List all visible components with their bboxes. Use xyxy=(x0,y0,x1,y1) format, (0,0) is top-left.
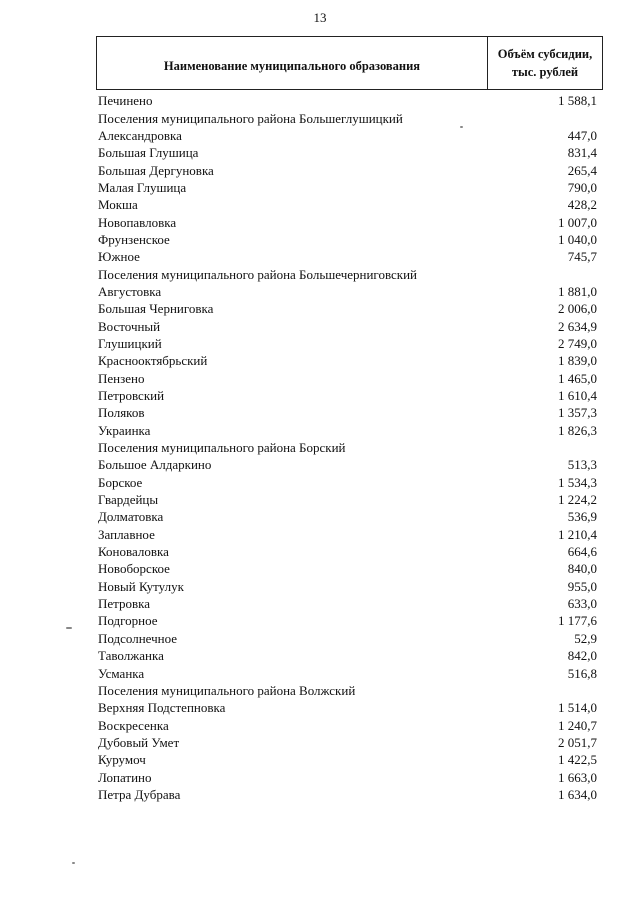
municipality-name: Пензено xyxy=(98,370,145,386)
table-row xyxy=(98,612,603,629)
subsidy-value: 1 634,0 xyxy=(558,786,597,802)
municipality-name: Южное xyxy=(98,249,140,265)
table-body xyxy=(98,92,603,803)
subsidy-value: 1 210,4 xyxy=(558,526,597,542)
column-header-name: Наименование муниципального образования xyxy=(97,37,488,89)
subsidy-value: 516,8 xyxy=(567,665,597,681)
subsidy-value: 1 534,3 xyxy=(558,474,597,490)
subsidy-value: 2 749,0 xyxy=(558,335,597,351)
municipality-name: Заплавное xyxy=(98,526,155,542)
municipality-name: Петровка xyxy=(98,596,151,612)
subsidy-value: 1 040,0 xyxy=(558,231,597,247)
district-group-name: Поселения муниципального района Большеглушицкий xyxy=(98,110,403,126)
district-group-name: Поселения муниципального района Волжский xyxy=(98,682,356,698)
table-row xyxy=(98,664,603,681)
page-number: 13 xyxy=(313,10,327,25)
municipality-name: Борское xyxy=(98,474,143,490)
municipality-name: Гвардейцы xyxy=(98,492,159,508)
scan-speck xyxy=(66,627,72,629)
table-row xyxy=(98,526,603,543)
municipality-name: Долматовка xyxy=(98,509,164,525)
column-header-value-line1: Объём субсидии, xyxy=(497,47,593,61)
district-group-row xyxy=(98,265,603,282)
table-row xyxy=(98,647,603,664)
subsidy-value: 2 006,0 xyxy=(558,301,597,317)
table-row xyxy=(98,578,603,595)
table-row xyxy=(98,456,603,473)
municipality-name: Большая Дергуновка xyxy=(98,162,214,178)
table-row xyxy=(98,161,603,178)
subsidy-value: 1 465,0 xyxy=(558,370,597,386)
municipality-name: Воскресенка xyxy=(98,717,169,733)
subsidy-value: 790,0 xyxy=(567,179,597,195)
subsidy-value: 1 422,5 xyxy=(558,752,597,768)
municipality-name: Подгорное xyxy=(98,613,158,629)
subsidy-value: 447,0 xyxy=(567,127,597,143)
table-row xyxy=(98,92,603,109)
table-row xyxy=(98,283,603,300)
subsidy-value: 664,6 xyxy=(567,544,597,560)
table-row xyxy=(98,404,603,421)
subsidy-value: 513,3 xyxy=(567,457,597,473)
column-header-value xyxy=(488,37,602,89)
table-row xyxy=(98,543,603,560)
table-row xyxy=(98,508,603,525)
table-row xyxy=(98,768,603,785)
subsidy-value: 1 357,3 xyxy=(558,405,597,421)
table-row xyxy=(98,370,603,387)
municipality-name: Большая Черниговка xyxy=(98,301,214,317)
municipality-name: Петра Дубрава xyxy=(98,786,181,802)
subsidy-value: 1 224,2 xyxy=(558,492,597,508)
municipality-name: Усманка xyxy=(98,665,145,681)
subsidy-value: 745,7 xyxy=(567,249,597,265)
table-row xyxy=(98,699,603,716)
municipality-name: Новый Кутулук xyxy=(98,578,184,594)
municipality-name: Малая Глушица xyxy=(98,179,187,195)
municipality-name: Новопавловка xyxy=(98,214,177,230)
subsidy-value: 1 663,0 xyxy=(558,769,597,785)
table-row xyxy=(98,491,603,508)
municipality-name: Верхняя Подстепновка xyxy=(98,700,226,716)
municipality-name: Подсолнечное xyxy=(98,630,178,646)
subsidy-value: 1 610,4 xyxy=(558,388,597,404)
subsidy-value: 2 634,9 xyxy=(558,318,597,334)
district-group-name: Поселения муниципального района Борский xyxy=(98,440,346,456)
subsidy-value: 1 514,0 xyxy=(558,700,597,716)
municipality-name: Дубовый Умет xyxy=(98,734,180,750)
municipality-name: Лопатино xyxy=(98,769,152,785)
municipality-name: Большое Алдаркино xyxy=(98,457,212,473)
subsidy-value: 1 007,0 xyxy=(558,214,597,230)
district-group-name: Поселения муниципального района Большечерниговский xyxy=(98,266,418,282)
table-row xyxy=(98,248,603,265)
municipality-name: Курумоч xyxy=(98,752,146,768)
municipality-name: Таволжанка xyxy=(98,648,164,664)
subsidy-value: 842,0 xyxy=(567,648,597,664)
table-row xyxy=(98,213,603,230)
subsidy-value: 840,0 xyxy=(567,561,597,577)
scan-speck xyxy=(460,126,463,128)
scan-speck xyxy=(72,862,75,864)
table-row xyxy=(98,300,603,317)
subsidy-value: 1 881,0 xyxy=(558,283,597,299)
municipality-name: Украинка xyxy=(98,422,151,438)
table-row xyxy=(98,630,603,647)
municipality-name: Коноваловка xyxy=(98,544,169,560)
table-row xyxy=(98,179,603,196)
table-header xyxy=(96,36,603,90)
municipality-name: Мокша xyxy=(98,197,138,213)
table-row xyxy=(98,751,603,768)
municipality-name: Фрунзенское xyxy=(98,231,170,247)
municipality-name: Петровский xyxy=(98,388,165,404)
district-group-row xyxy=(98,439,603,456)
table-row xyxy=(98,144,603,161)
subsidy-value: 1 839,0 xyxy=(558,353,597,369)
district-group-row xyxy=(98,682,603,699)
subsidy-value: 428,2 xyxy=(567,197,597,213)
municipality-name: Восточный xyxy=(98,318,161,334)
table-row xyxy=(98,474,603,491)
subsidy-value: 633,0 xyxy=(567,596,597,612)
subsidy-value: 1 588,1 xyxy=(558,93,597,109)
subsidy-value: 2 051,7 xyxy=(558,734,597,750)
subsidy-value: 1 177,6 xyxy=(558,613,597,629)
district-group-row xyxy=(98,109,603,126)
subsidy-value: 265,4 xyxy=(567,162,597,178)
municipality-name: Большая Глушица xyxy=(98,145,199,161)
column-header-value-line2: тыс. рублей xyxy=(511,65,579,79)
table-row xyxy=(98,335,603,352)
table-row xyxy=(98,127,603,144)
subsidy-value: 1 826,3 xyxy=(558,422,597,438)
table-row xyxy=(98,595,603,612)
subsidy-value: 536,9 xyxy=(567,509,597,525)
municipality-name: Августовка xyxy=(98,283,162,299)
municipality-name: Краснооктябрьский xyxy=(98,353,208,369)
subsidy-value: 52,9 xyxy=(574,630,597,646)
municipality-name: Александровка xyxy=(98,127,182,143)
table-row xyxy=(98,716,603,733)
table-row xyxy=(98,786,603,803)
table-row xyxy=(98,196,603,213)
municipality-name: Поляков xyxy=(98,405,145,421)
subsidy-value: 831,4 xyxy=(567,145,597,161)
table-row xyxy=(98,352,603,369)
table-row xyxy=(98,231,603,248)
table-row xyxy=(98,422,603,439)
table-row xyxy=(98,387,603,404)
municipality-name: Новоборское xyxy=(98,561,170,577)
table-row xyxy=(98,734,603,751)
subsidy-value: 955,0 xyxy=(567,578,597,594)
table-row xyxy=(98,317,603,334)
table-row xyxy=(98,560,603,577)
subsidy-value: 1 240,7 xyxy=(558,717,597,733)
municipality-name: Печинено xyxy=(98,93,153,109)
municipality-name: Глушицкий xyxy=(98,335,162,351)
